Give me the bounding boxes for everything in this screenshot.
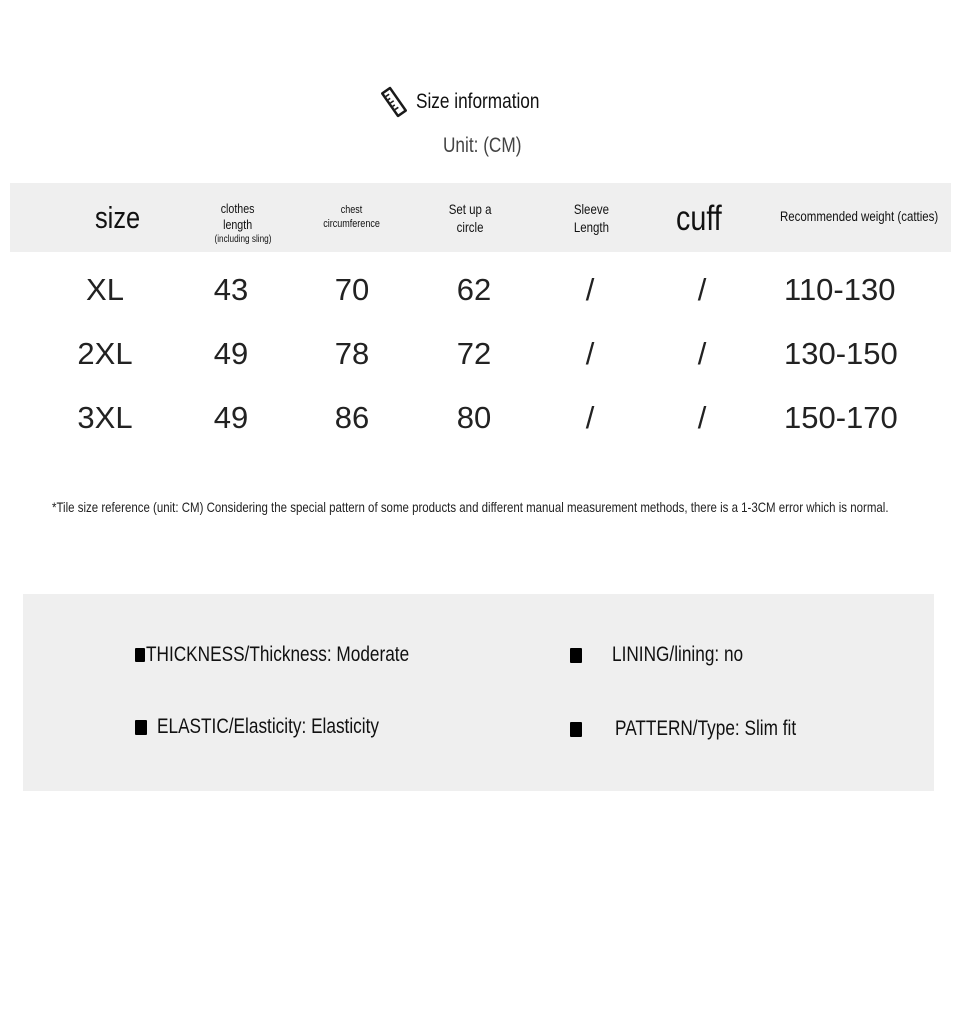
header-recommended-weight: Recommended weight (catties) (780, 208, 939, 224)
cell-weight: 110-130 (784, 272, 896, 307)
header-chest-circumference: chest circumference (323, 204, 381, 230)
attribute-pattern-label: PATTERN/Type: Slim fit (615, 717, 797, 740)
attribute-lining-label: LINING/lining: no (612, 643, 744, 666)
attribute-thickness-label: THICKNESS/Thickness: Moderate (146, 643, 410, 666)
header-size: size (95, 200, 141, 235)
cell-sleeve: / (585, 272, 595, 307)
square-bullet-icon (135, 648, 145, 662)
size-table-header (10, 183, 951, 252)
cell-cuff: / (697, 400, 707, 435)
cell-size: XL (86, 272, 124, 307)
cell-setup: 72 (456, 336, 492, 371)
header-sleeve-length: Sleeve Length (573, 201, 609, 235)
cell-sleeve: / (585, 400, 595, 435)
cell-setup: 80 (456, 400, 492, 435)
cell-length: 49 (213, 400, 249, 435)
cell-length: 43 (213, 272, 249, 307)
cell-size: 2XL (77, 336, 133, 371)
square-bullet-icon (570, 722, 582, 737)
header-cuff: cuff (676, 199, 722, 238)
attribute-pattern (570, 714, 836, 744)
cell-setup: 62 (456, 272, 492, 307)
table-row (0, 265, 960, 315)
attribute-lining (570, 640, 772, 670)
attribute-elastic (135, 712, 428, 742)
cell-weight: 130-150 (784, 336, 898, 371)
header-clothes-length-sub: (including sling) (214, 233, 272, 245)
header-clothes-length-label: clothes length (221, 201, 255, 233)
table-row (0, 393, 960, 443)
ruler-icon (378, 86, 410, 118)
size-information-title (378, 84, 567, 120)
header-set-up-circle: Set up a circle (448, 201, 492, 235)
page-title: Size information (416, 90, 540, 113)
header-clothes-length (178, 201, 298, 246)
measurement-footnote: *Tile size reference (unit: CM) Considering the special pattern of some products and different manual measurement methods, there is a 1-3CM error which is normal. (52, 499, 889, 515)
cell-weight: 150-170 (784, 400, 898, 435)
cell-sleeve: / (585, 336, 595, 371)
product-attributes-panel (23, 594, 934, 791)
cell-size: 3XL (77, 400, 133, 435)
unit-label: Unit: (CM) (443, 134, 522, 157)
cell-cuff: / (697, 272, 707, 307)
cell-chest: 70 (334, 272, 370, 307)
cell-length: 49 (213, 336, 249, 371)
cell-chest: 86 (334, 400, 370, 435)
square-bullet-icon (570, 648, 582, 663)
cell-cuff: / (697, 336, 707, 371)
cell-chest: 78 (334, 336, 370, 371)
attribute-elastic-label: ELASTIC/Elasticity: Elasticity (157, 715, 380, 738)
attribute-thickness (135, 640, 467, 670)
table-row (0, 329, 960, 379)
square-bullet-icon (135, 720, 147, 735)
